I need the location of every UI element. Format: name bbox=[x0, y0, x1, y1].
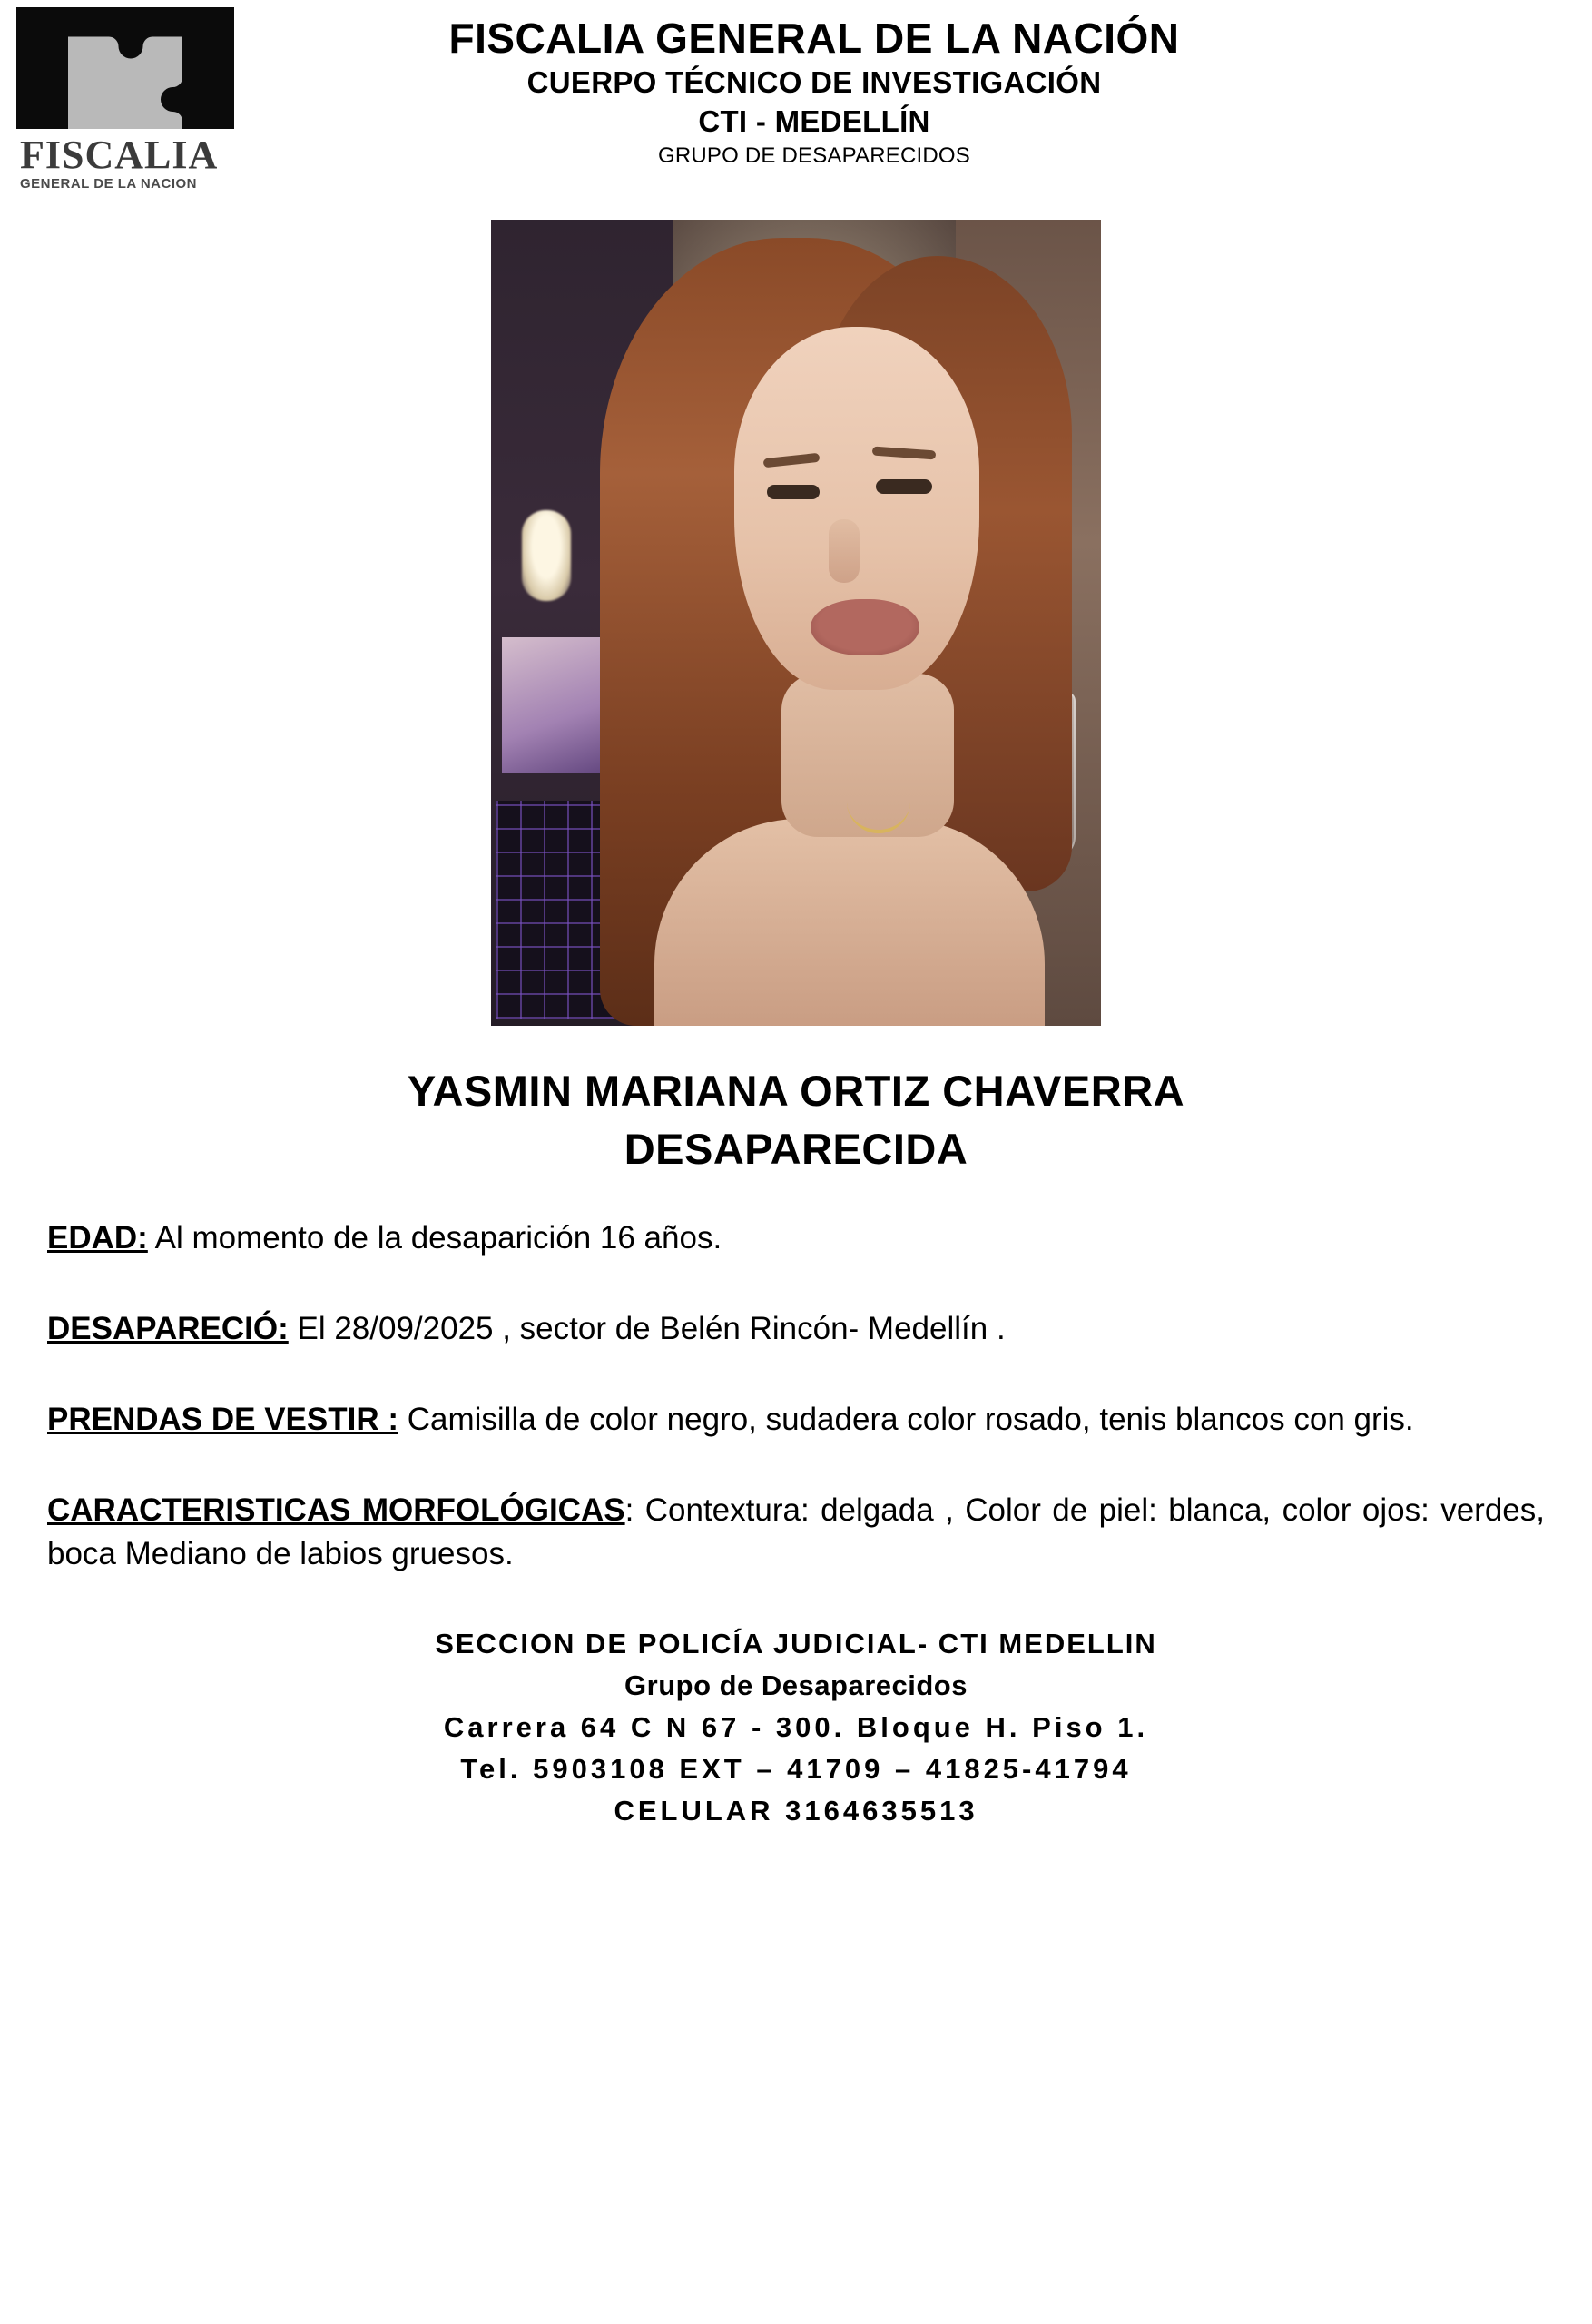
detail-features-label: CARACTERISTICAS MORFOLÓGICAS bbox=[47, 1492, 625, 1528]
group-name: GRUPO DE DESAPARECIDOS bbox=[657, 143, 971, 168]
subject-name: YASMIN MARIANA ORTIZ CHAVERRA bbox=[407, 1067, 1185, 1115]
detail-clothing bbox=[47, 1398, 1545, 1442]
photo-background-lamp bbox=[522, 510, 571, 601]
footer-mobile: CELULAR 3164635513 bbox=[614, 1795, 978, 1827]
detail-clothing-value: Camisilla de color negro, sudadera color rosado, tenis blancos con gris. bbox=[398, 1402, 1414, 1437]
department-name: CUERPO TÉCNICO DE INVESTIGACIÓN bbox=[526, 65, 1102, 99]
detail-features-value: : Contextura: delgada , Color de piel: blanca, color ojos: verdes, boca Mediano de labios gruesos. bbox=[47, 1492, 1545, 1571]
detail-age bbox=[47, 1216, 1545, 1260]
header-title-block bbox=[0, 0, 1592, 171]
logo-wordmark-sub: GENERAL DE LA NACION bbox=[20, 176, 198, 192]
footer-address: Carrera 64 C N 67 - 300. Bloque H. Piso 1. bbox=[443, 1711, 1149, 1743]
detail-age-label: EDAD: bbox=[47, 1220, 148, 1256]
footer-group-name: Grupo de Desaparecidos bbox=[624, 1669, 968, 1701]
subject-name-block bbox=[0, 1062, 1592, 1178]
detail-features bbox=[47, 1489, 1545, 1576]
detail-disappeared-label: DESAPARECIÓ: bbox=[47, 1311, 289, 1346]
contact-footer bbox=[0, 1623, 1592, 1832]
subject-eye-left bbox=[767, 485, 820, 499]
fiscalia-logo bbox=[16, 7, 234, 200]
subject-shoulders bbox=[654, 819, 1045, 1026]
detail-disappeared bbox=[47, 1307, 1545, 1351]
detail-age-value: Al momento de la desaparición 16 años. bbox=[147, 1220, 722, 1256]
logo-wordmark-main: FISCALIA bbox=[20, 133, 219, 177]
subject-status: DESAPARECIDA bbox=[624, 1125, 968, 1173]
logo-wordmark bbox=[16, 129, 234, 200]
photo-background-panel bbox=[502, 637, 602, 773]
subject-photo bbox=[491, 220, 1101, 1026]
document-header bbox=[0, 0, 1592, 209]
subject-lips bbox=[811, 599, 919, 655]
details-section bbox=[47, 1216, 1545, 1576]
subject-nose bbox=[829, 519, 860, 583]
logo-black-box bbox=[16, 7, 234, 200]
institution-name: FISCALIA GENERAL DE LA NACIÓN bbox=[448, 15, 1180, 62]
footer-phone: Tel. 5903108 EXT – 41709 – 41825-41794 bbox=[460, 1753, 1132, 1785]
detail-clothing-label: PRENDAS DE VESTIR : bbox=[47, 1402, 398, 1437]
detail-disappeared-value: El 28/09/2025 , sector de Belén Rincón- Medellín . bbox=[288, 1311, 1006, 1346]
photo-canvas bbox=[491, 220, 1101, 1026]
footer-section-name: SECCION DE POLICÍA JUDICIAL- CTI MEDELLIN bbox=[435, 1628, 1157, 1659]
office-name: CTI - MEDELLÍN bbox=[698, 104, 930, 138]
subject-eye-right bbox=[876, 479, 932, 494]
